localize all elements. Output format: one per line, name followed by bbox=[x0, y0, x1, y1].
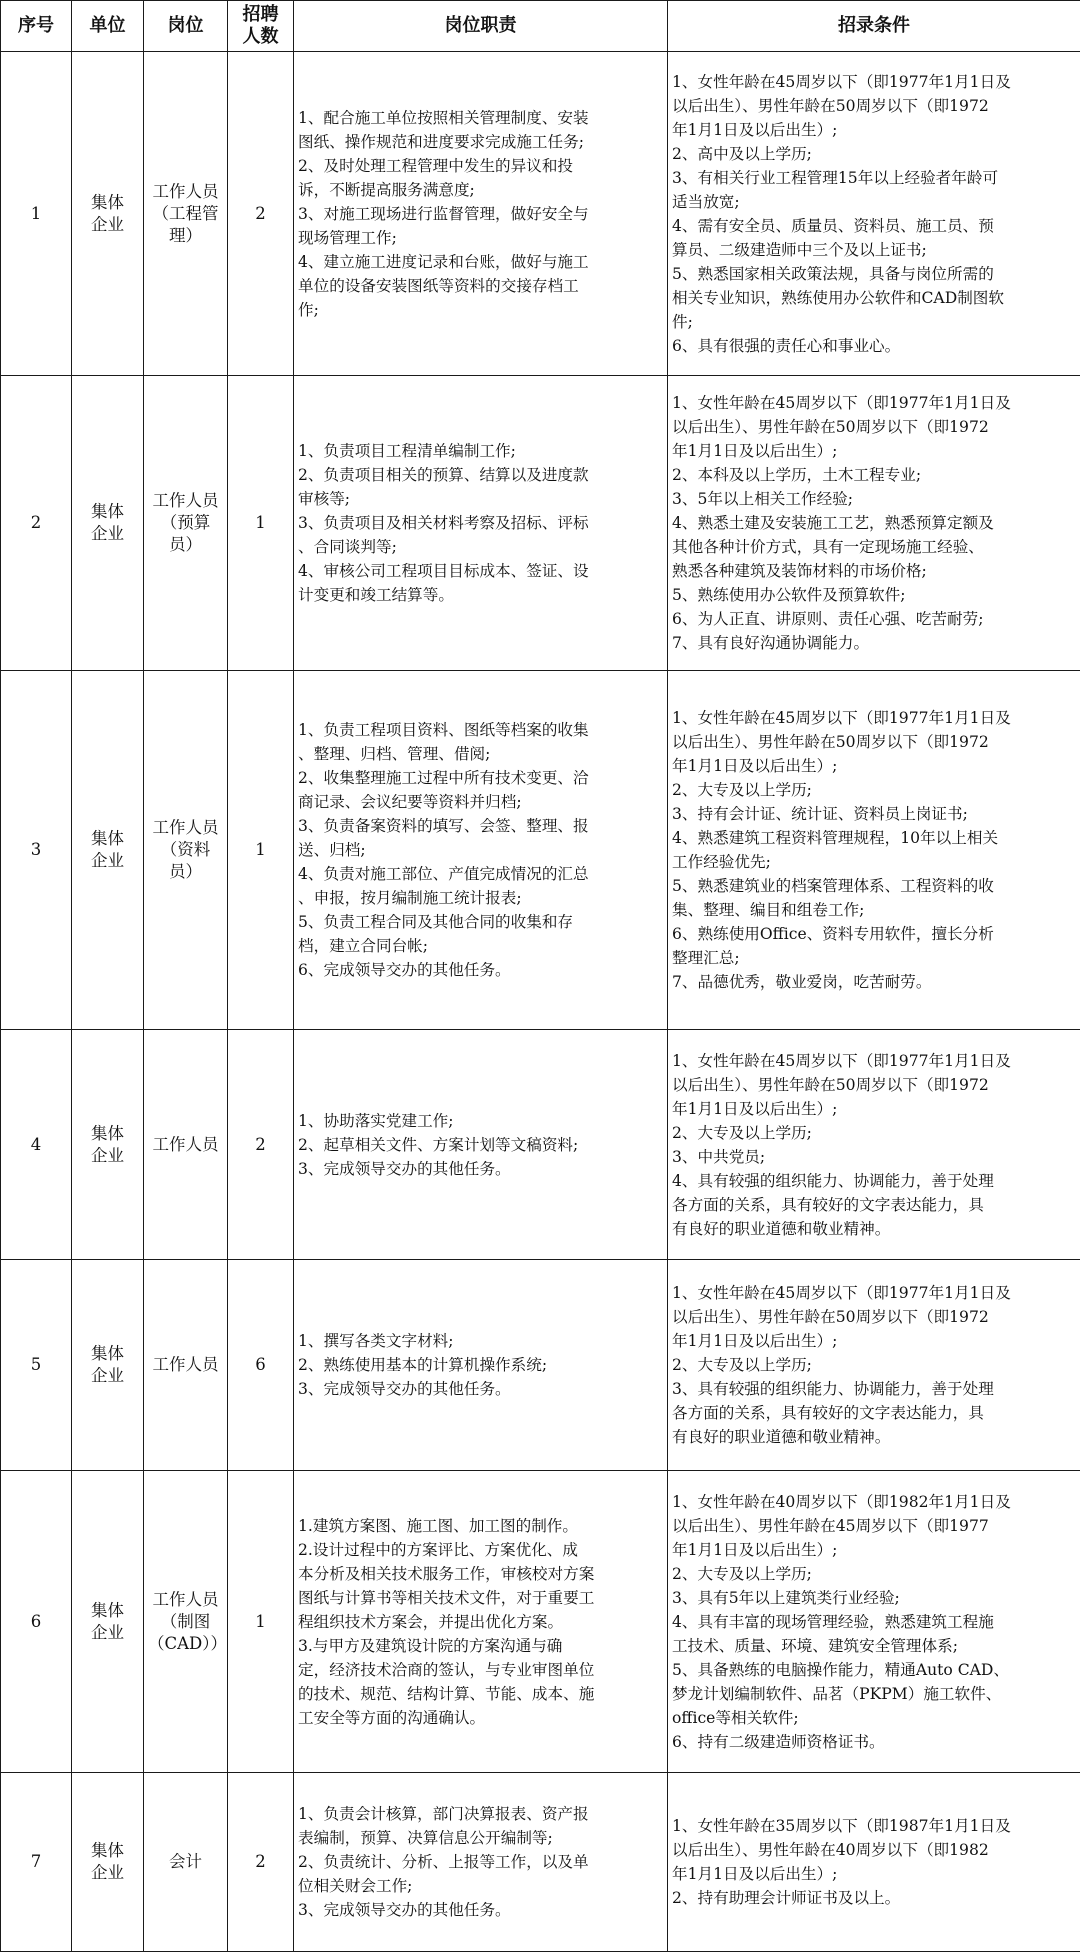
duty-line: 图纸与计算书等相关技术文件，对于重要工 bbox=[298, 1586, 664, 1610]
header-unit: 单位 bbox=[72, 1, 144, 52]
conditions-cell bbox=[668, 1471, 1080, 1773]
post-cell bbox=[144, 1030, 228, 1260]
duty-line: 3、完成领导交办的其他任务。 bbox=[298, 1898, 664, 1922]
conditions-cell bbox=[668, 1773, 1080, 1952]
duties-cell bbox=[294, 1030, 668, 1260]
count-cell: 6 bbox=[228, 1260, 294, 1471]
condition-line: 6、熟练使用Office、资料专用软件，擅长分析 bbox=[672, 922, 1077, 946]
duty-line: 2、起草相关文件、方案计划等文稿资料; bbox=[298, 1133, 664, 1157]
post-cell bbox=[144, 1471, 228, 1773]
seq-cell: 5 bbox=[1, 1260, 72, 1471]
condition-line: 2、本科及以上学历，土木工程专业; bbox=[672, 463, 1077, 487]
condition-line: 3、有相关行业工程管理15年以上经验者年龄可 bbox=[672, 166, 1077, 190]
duty-line: 1、撰写各类文字材料; bbox=[298, 1329, 664, 1353]
condition-line: 以后出生）、男性年龄在50周岁以下（即1972 bbox=[672, 1305, 1077, 1329]
condition-line: 2、大专及以上学历; bbox=[672, 1353, 1077, 1377]
condition-line: 3、持有会计证、统计证、资料员上岗证书; bbox=[672, 802, 1077, 826]
seq-cell: 4 bbox=[1, 1030, 72, 1260]
condition-line: 2、大专及以上学历; bbox=[672, 1562, 1077, 1586]
count-cell: 2 bbox=[228, 52, 294, 376]
post-line: 工作人员 bbox=[148, 1134, 223, 1156]
duty-line: 程组织技术方案会，并提出优化方案。 bbox=[298, 1610, 664, 1634]
duty-line: 商记录、会议纪要等资料并归档; bbox=[298, 790, 664, 814]
duty-line: 3、完成领导交办的其他任务。 bbox=[298, 1377, 664, 1401]
post-line: （资料 bbox=[148, 839, 223, 861]
condition-line: 年1月1日及以后出生）; bbox=[672, 1538, 1077, 1562]
unit-line: 集体 bbox=[76, 1840, 139, 1862]
post-line: 会计 bbox=[148, 1851, 223, 1873]
condition-line: 1、女性年龄在45周岁以下（即1977年1月1日及 bbox=[672, 1281, 1077, 1305]
unit-line: 企业 bbox=[76, 1145, 139, 1167]
condition-line: 3、具有较强的组织能力、协调能力，善于处理 bbox=[672, 1377, 1077, 1401]
duty-line: 2、收集整理施工过程中所有技术变更、洽 bbox=[298, 766, 664, 790]
duties-cell bbox=[294, 376, 668, 671]
condition-line: 4、需有安全员、质量员、资料员、施工员、预 bbox=[672, 214, 1077, 238]
duties-cell bbox=[294, 1773, 668, 1952]
condition-line: 以后出生）、男性年龄在50周岁以下（即1972 bbox=[672, 1073, 1077, 1097]
condition-line: 适当放宽; bbox=[672, 190, 1077, 214]
duty-line: 2.设计过程中的方案评比、方案优化、成 bbox=[298, 1538, 664, 1562]
unit-line: 企业 bbox=[76, 1365, 139, 1387]
duty-line: 4、负责对施工部位、产值完成情况的汇总 bbox=[298, 862, 664, 886]
condition-line: 年1月1日及以后出生）; bbox=[672, 118, 1077, 142]
header-seq: 序号 bbox=[1, 1, 72, 52]
condition-line: office等相关软件; bbox=[672, 1706, 1077, 1730]
duty-line: 表编制，预算、决算信息公开编制等; bbox=[298, 1826, 664, 1850]
duty-line: 2、负责统计、分析、上报等工作，以及单 bbox=[298, 1850, 664, 1874]
condition-line: 工作经验优先; bbox=[672, 850, 1077, 874]
conditions-cell bbox=[668, 1260, 1080, 1471]
condition-line: 年1月1日及以后出生）; bbox=[672, 439, 1077, 463]
seq-cell: 7 bbox=[1, 1773, 72, 1952]
table-row bbox=[1, 1260, 1080, 1471]
condition-line: 有良好的职业道德和敬业精神。 bbox=[672, 1425, 1077, 1449]
duty-line: 2、熟练使用基本的计算机操作系统; bbox=[298, 1353, 664, 1377]
duty-line: 的技术、规范、结构计算、节能、成本、施 bbox=[298, 1682, 664, 1706]
duty-line: 1、协助落实党建工作; bbox=[298, 1109, 664, 1133]
duty-line: 现场管理工作; bbox=[298, 226, 664, 250]
duty-line: 送、归档; bbox=[298, 838, 664, 862]
condition-line: 4、具有丰富的现场管理经验，熟悉建筑工程施 bbox=[672, 1610, 1077, 1634]
post-cell bbox=[144, 1773, 228, 1952]
header-duties: 岗位职责 bbox=[294, 1, 668, 52]
duty-line: 、合同谈判等; bbox=[298, 535, 664, 559]
condition-line: 6、持有二级建造师资格证书。 bbox=[672, 1730, 1077, 1754]
condition-line: 3、中共党员; bbox=[672, 1145, 1077, 1169]
duty-line: 1、负责会计核算，部门决算报表、资产报 bbox=[298, 1802, 664, 1826]
condition-line: 5、熟悉建筑业的档案管理体系、工程资料的收 bbox=[672, 874, 1077, 898]
duty-line: 4、建立施工进度记录和台账，做好与施工 bbox=[298, 250, 664, 274]
duty-line: 图纸、操作规范和进度要求完成施工任务; bbox=[298, 130, 664, 154]
condition-line: 工技术、质量、环境、建筑安全管理体系; bbox=[672, 1634, 1077, 1658]
condition-line: 年1月1日及以后出生）; bbox=[672, 754, 1077, 778]
unit-line: 集体 bbox=[76, 828, 139, 850]
condition-line: 其他各种计价方式，具有一定现场施工经验、 bbox=[672, 535, 1077, 559]
post-line: （CAD）） bbox=[148, 1633, 223, 1655]
duties-cell bbox=[294, 52, 668, 376]
condition-line: 3、具有5年以上建筑类行业经验; bbox=[672, 1586, 1077, 1610]
table-row bbox=[1, 1773, 1080, 1952]
condition-line: 年1月1日及以后出生）; bbox=[672, 1862, 1077, 1886]
post-cell bbox=[144, 671, 228, 1030]
duty-line: 审核等; bbox=[298, 487, 664, 511]
duty-line: 3、负责项目及相关材料考察及招标、评标 bbox=[298, 511, 664, 535]
condition-line: 2、高中及以上学历; bbox=[672, 142, 1077, 166]
condition-line: 以后出生）、男性年龄在50周岁以下（即1972 bbox=[672, 94, 1077, 118]
condition-line: 梦龙计划编制软件、品茗（PKPM）施工软件、 bbox=[672, 1682, 1077, 1706]
header-row bbox=[1, 1, 1080, 52]
condition-line: 以后出生）、男性年龄在50周岁以下（即1972 bbox=[672, 415, 1077, 439]
duty-line: 1、负责项目工程清单编制工作; bbox=[298, 439, 664, 463]
duty-line: 计变更和竣工结算等。 bbox=[298, 583, 664, 607]
condition-line: 各方面的关系，具有较好的文字表达能力，具 bbox=[672, 1193, 1077, 1217]
condition-line: 以后出生）、男性年龄在45周岁以下（即1977 bbox=[672, 1514, 1077, 1538]
condition-line: 6、具有很强的责任心和事业心。 bbox=[672, 334, 1077, 358]
seq-cell: 1 bbox=[1, 52, 72, 376]
duty-line: 定，经济技术洽商的签认，与专业审图单位 bbox=[298, 1658, 664, 1682]
duty-line: 档，建立合同台帐; bbox=[298, 934, 664, 958]
duty-line: 5、负责工程合同及其他合同的收集和存 bbox=[298, 910, 664, 934]
condition-line: 以后出生）、男性年龄在40周岁以下（即1982 bbox=[672, 1838, 1077, 1862]
duty-line: 4、审核公司工程项目目标成本、签证、设 bbox=[298, 559, 664, 583]
condition-line: 5、具备熟练的电脑操作能力，精通Auto CAD、 bbox=[672, 1658, 1077, 1682]
post-line: （预算 bbox=[148, 512, 223, 534]
duties-cell bbox=[294, 1260, 668, 1471]
duty-line: 1.建筑方案图、施工图、加工图的制作。 bbox=[298, 1514, 664, 1538]
condition-line: 1、女性年龄在45周岁以下（即1977年1月1日及 bbox=[672, 391, 1077, 415]
duty-line: 6、完成领导交办的其他任务。 bbox=[298, 958, 664, 982]
condition-line: 3、5年以上相关工作经验; bbox=[672, 487, 1077, 511]
duty-line: 、申报，按月编制施工统计报表; bbox=[298, 886, 664, 910]
table-row bbox=[1, 1030, 1080, 1260]
post-line: 工作人员 bbox=[148, 1354, 223, 1376]
conditions-cell bbox=[668, 671, 1080, 1030]
unit-cell bbox=[72, 1030, 144, 1260]
unit-cell bbox=[72, 1260, 144, 1471]
post-line: （工程管 bbox=[148, 203, 223, 225]
condition-line: 2、大专及以上学历; bbox=[672, 778, 1077, 802]
header-count bbox=[228, 1, 294, 52]
unit-line: 企业 bbox=[76, 214, 139, 236]
unit-line: 集体 bbox=[76, 1600, 139, 1622]
seq-cell: 2 bbox=[1, 376, 72, 671]
post-line: 工作人员 bbox=[148, 1589, 223, 1611]
condition-line: 1、女性年龄在45周岁以下（即1977年1月1日及 bbox=[672, 706, 1077, 730]
table-row bbox=[1, 1471, 1080, 1773]
header-post: 岗位 bbox=[144, 1, 228, 52]
duty-line: 3、对施工现场进行监督管理，做好安全与 bbox=[298, 202, 664, 226]
count-cell: 2 bbox=[228, 1030, 294, 1260]
duty-line: 3、负责备案资料的填写、会签、整理、报 bbox=[298, 814, 664, 838]
condition-line: 5、熟练使用办公软件及预算软件; bbox=[672, 583, 1077, 607]
condition-line: 6、为人正直、讲原则、责任心强、吃苦耐劳; bbox=[672, 607, 1077, 631]
condition-line: 件; bbox=[672, 310, 1077, 334]
duty-line: 作; bbox=[298, 298, 664, 322]
conditions-cell bbox=[668, 1030, 1080, 1260]
condition-line: 1、女性年龄在45周岁以下（即1977年1月1日及 bbox=[672, 70, 1077, 94]
unit-line: 集体 bbox=[76, 1123, 139, 1145]
unit-line: 企业 bbox=[76, 1862, 139, 1884]
condition-line: 4、具有较强的组织能力、协调能力，善于处理 bbox=[672, 1169, 1077, 1193]
seq-cell: 6 bbox=[1, 1471, 72, 1773]
condition-line: 4、熟悉土建及安装施工工艺，熟悉预算定额及 bbox=[672, 511, 1077, 535]
duty-line: 1、配合施工单位按照相关管理制度、安装 bbox=[298, 106, 664, 130]
unit-line: 集体 bbox=[76, 192, 139, 214]
condition-line: 7、具有良好沟通协调能力。 bbox=[672, 631, 1077, 655]
unit-cell bbox=[72, 1773, 144, 1952]
post-line: 员） bbox=[148, 534, 223, 556]
duty-line: 1、负责工程项目资料、图纸等档案的收集 bbox=[298, 718, 664, 742]
duty-line: 位相关财会工作; bbox=[298, 1874, 664, 1898]
unit-cell bbox=[72, 1471, 144, 1773]
unit-cell bbox=[72, 52, 144, 376]
condition-line: 熟悉各种建筑及装饰材料的市场价格; bbox=[672, 559, 1077, 583]
count-cell: 1 bbox=[228, 671, 294, 1030]
table-row bbox=[1, 376, 1080, 671]
condition-line: 相关专业知识，熟练使用办公软件和CAD制图软 bbox=[672, 286, 1077, 310]
post-line: 工作人员 bbox=[148, 181, 223, 203]
unit-cell bbox=[72, 671, 144, 1030]
condition-line: 1、女性年龄在45周岁以下（即1977年1月1日及 bbox=[672, 1049, 1077, 1073]
header-count-line: 招聘 bbox=[228, 4, 293, 26]
condition-line: 整理汇总; bbox=[672, 946, 1077, 970]
post-cell bbox=[144, 52, 228, 376]
condition-line: 2、持有助理会计师证书及以上。 bbox=[672, 1886, 1077, 1910]
condition-line: 年1月1日及以后出生）; bbox=[672, 1097, 1077, 1121]
post-cell bbox=[144, 376, 228, 671]
duty-line: 2、负责项目相关的预算、结算以及进度款 bbox=[298, 463, 664, 487]
condition-line: 各方面的关系，具有较好的文字表达能力，具 bbox=[672, 1401, 1077, 1425]
duties-cell bbox=[294, 671, 668, 1030]
seq-cell: 3 bbox=[1, 671, 72, 1030]
unit-cell bbox=[72, 376, 144, 671]
condition-line: 有良好的职业道德和敬业精神。 bbox=[672, 1217, 1077, 1241]
post-line: 工作人员 bbox=[148, 817, 223, 839]
post-line: 员） bbox=[148, 861, 223, 883]
duty-line: 、整理、归档、管理、借阅; bbox=[298, 742, 664, 766]
count-cell: 1 bbox=[228, 1471, 294, 1773]
condition-line: 1、女性年龄在35周岁以下（即1987年1月1日及 bbox=[672, 1814, 1077, 1838]
duty-line: 本分析及相关技术服务工作，审核校对方案 bbox=[298, 1562, 664, 1586]
duty-line: 工安全等方面的沟通确认。 bbox=[298, 1706, 664, 1730]
header-conditions: 招录条件 bbox=[668, 1, 1080, 52]
count-cell: 2 bbox=[228, 1773, 294, 1952]
unit-line: 企业 bbox=[76, 850, 139, 872]
post-line: （制图 bbox=[148, 1611, 223, 1633]
conditions-cell bbox=[668, 52, 1080, 376]
duty-line: 2、及时处理工程管理中发生的异议和投 bbox=[298, 154, 664, 178]
conditions-cell bbox=[668, 376, 1080, 671]
condition-line: 1、女性年龄在40周岁以下（即1982年1月1日及 bbox=[672, 1490, 1077, 1514]
unit-line: 集体 bbox=[76, 1343, 139, 1365]
count-cell: 1 bbox=[228, 376, 294, 671]
post-line: 理） bbox=[148, 225, 223, 247]
duty-line: 3、完成领导交办的其他任务。 bbox=[298, 1157, 664, 1181]
condition-line: 算员、二级建造师中三个及以上证书; bbox=[672, 238, 1077, 262]
header-count-line: 人数 bbox=[228, 26, 293, 48]
duty-line: 单位的设备安装图纸等资料的交接存档工 bbox=[298, 274, 664, 298]
unit-line: 企业 bbox=[76, 1622, 139, 1644]
condition-line: 年1月1日及以后出生）; bbox=[672, 1329, 1077, 1353]
duties-cell bbox=[294, 1471, 668, 1773]
duty-line: 3.与甲方及建筑设计院的方案沟通与确 bbox=[298, 1634, 664, 1658]
condition-line: 7、品德优秀，敬业爱岗，吃苦耐劳。 bbox=[672, 970, 1077, 994]
table-row bbox=[1, 52, 1080, 376]
condition-line: 以后出生）、男性年龄在50周岁以下（即1972 bbox=[672, 730, 1077, 754]
condition-line: 5、熟悉国家相关政策法规，具备与岗位所需的 bbox=[672, 262, 1077, 286]
unit-line: 企业 bbox=[76, 523, 139, 545]
post-cell bbox=[144, 1260, 228, 1471]
unit-line: 集体 bbox=[76, 501, 139, 523]
table-row bbox=[1, 671, 1080, 1030]
duty-line: 诉，不断提高服务满意度; bbox=[298, 178, 664, 202]
post-line: 工作人员 bbox=[148, 490, 223, 512]
condition-line: 2、大专及以上学历; bbox=[672, 1121, 1077, 1145]
condition-line: 4、熟悉建筑工程资料管理规程，10年以上相关 bbox=[672, 826, 1077, 850]
condition-line: 集、整理、编目和组卷工作; bbox=[672, 898, 1077, 922]
